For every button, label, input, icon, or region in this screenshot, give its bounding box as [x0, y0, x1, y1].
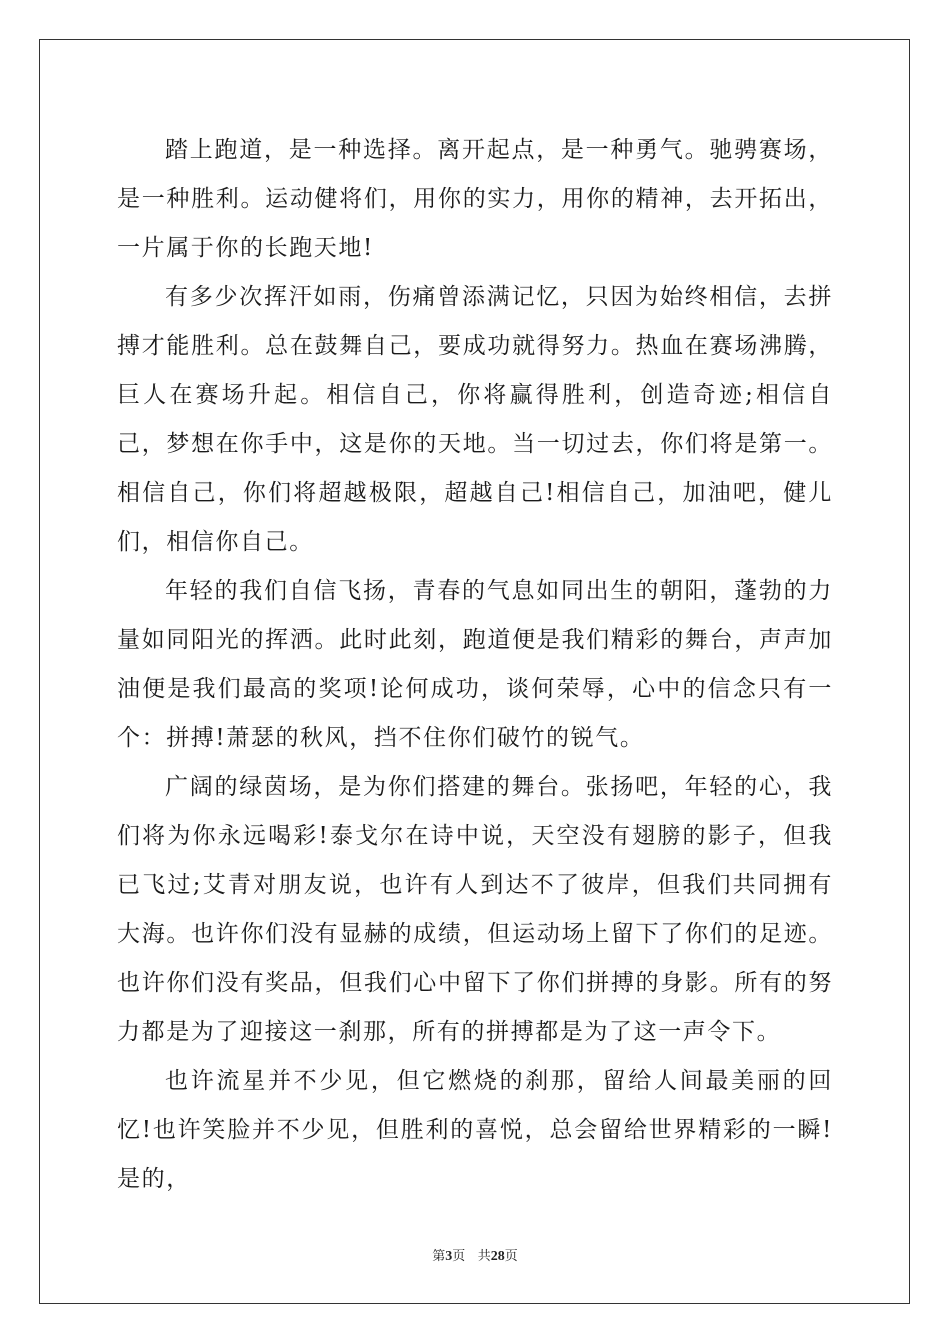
page-total-count: 28: [490, 1249, 505, 1264]
page-total-suffix: 页: [504, 1249, 518, 1264]
paragraph-1: 踏上跑道，是一种选择。离开起点，是一种勇气。驰骋赛场，是一种胜利。运动健将们，用你的实力，用你的精神，去开拓出，一片属于你的长跑天地!: [117, 137, 833, 261]
paragraph-2: 有多少次挥汗如雨，伤痛曾添满记忆，只因为始终相信，去拼搏才能胜利。总在鼓舞自己，要成功就得努力。热血在赛场沸腾，巨人在赛场升起。相信自己，你将赢得胜利，创造奇迹;相信自己，梦想在你手中，这是你的天地。当一切过去，你们将是第一。相信自己，你们将超越极限，超越自己!相信自己，加油吧，健儿们，相信你自己。: [117, 284, 833, 555]
paragraph-4: 广阔的绿茵场，是为你们搭建的舞台。张扬吧，年轻的心，我们将为你永远喝彩!泰戈尔在诗中说，天空没有翅膀的影子，但我已飞过;艾青对朋友说，也许有人到达不了彼岸，但我们共同拥有大海。也许你们没有显赫的成绩，但运动场上留下了你们的足迹。也许你们没有奖品，但我们心中留下了你们拼搏的身影。所有的努力都是为了迎接这一刹那，所有的拼搏都是为了这一声令下。: [117, 774, 833, 1045]
page-number-prefix: 第: [432, 1249, 446, 1264]
paragraph-3: 年轻的我们自信飞扬，青春的气息如同出生的朝阳，蓬勃的力量如同阳光的挥洒。此时此刻，跑道便是我们精彩的舞台，声声加油便是我们最高的奖项!论何成功，谈何荣辱，心中的信念只有一个：拼搏!萧瑟的秋风，挡不住你们破竹的锐气。: [117, 578, 833, 751]
page-number-suffix: 页: [452, 1249, 466, 1264]
page-number-current: 3: [445, 1249, 453, 1264]
page-footer: [0, 1245, 950, 1265]
paragraph-5: 也许流星并不少见，但它燃烧的刹那，留给人间最美丽的回忆!也许笑脸并不少见，但胜利的喜悦，总会留给世界精彩的一瞬!是的，: [117, 1068, 833, 1192]
page-total-prefix: 共: [477, 1249, 491, 1264]
document-body: [117, 126, 833, 1204]
